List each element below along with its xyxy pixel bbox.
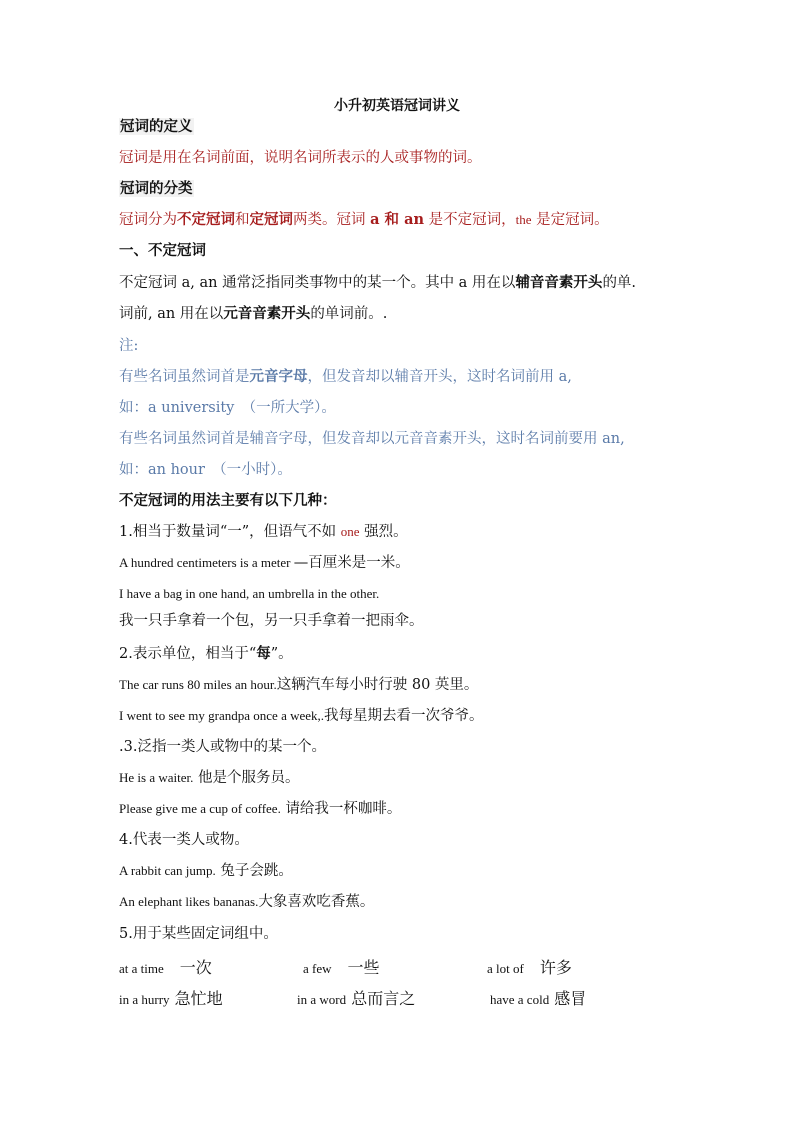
- usage-3-example-2: [119, 799, 401, 819]
- usage-1-example-2-zh: 我一只手拿着一个包，另一只手拿着一把雨伞。: [119, 613, 424, 629]
- one-term: one: [340, 524, 360, 539]
- text-span: 是定冠词。: [531, 212, 609, 228]
- indefinite-article-term: 不定冠词: [177, 211, 235, 228]
- text-span: 强烈。: [359, 524, 408, 540]
- phrase-en: in a word: [297, 992, 347, 1007]
- the-term: the: [515, 212, 532, 227]
- text-span: 冠词分为: [119, 212, 177, 228]
- section-heading-definition: [119, 117, 194, 137]
- text-span: 词前, an 用在以: [119, 306, 224, 322]
- indefinite-desc-line2: [119, 304, 387, 324]
- example-zh: 大象喜欢吃香蕉。: [258, 894, 375, 910]
- phrase-zh: 一次: [179, 958, 212, 977]
- phrase-en: at a time: [119, 961, 164, 976]
- note-line1: [119, 367, 572, 387]
- phrase-item: [297, 986, 415, 1009]
- usage-1-example-1: [119, 553, 410, 573]
- usage-3-example-1: [119, 768, 299, 788]
- indefinite-desc-line1: [119, 273, 636, 293]
- usage-heading: 不定冠词的用法主要有以下几种：: [119, 492, 337, 509]
- phrase-zh: 总而言之: [351, 989, 416, 1008]
- text-span: 2.表示单位，相当于“: [119, 646, 257, 662]
- usage-1-example-2-en: [119, 584, 379, 604]
- phrase-zh: 一些: [347, 958, 380, 977]
- phrase-zh: 急忙地: [174, 989, 223, 1008]
- vowel-sound-term: 元音音素开头: [223, 305, 311, 322]
- vowel-letter-term: 元音字母: [249, 368, 308, 385]
- text-span: 的单词前。.: [310, 306, 388, 322]
- example-zh: 他是个服务员。: [197, 770, 300, 786]
- note-line2: 如：a university （一所大学）。: [119, 400, 336, 416]
- example-en: He is a waiter.: [119, 770, 194, 785]
- usage-4-title: 4.代表一类人或物。: [119, 832, 249, 848]
- usage-2-example-1: [119, 675, 478, 695]
- example-en: The car runs 80 miles an hour.: [119, 677, 277, 692]
- usage-1-title: [119, 522, 408, 542]
- phrase-zh: 感冒: [554, 989, 587, 1008]
- example-en: A rabbit can jump.: [119, 863, 216, 878]
- usage-2-example-2: [119, 706, 484, 726]
- phrase-en: a few: [303, 961, 332, 976]
- example-en: A hundred centimeters is a meter: [119, 555, 294, 570]
- text-span: 的单.: [602, 275, 637, 291]
- phrase-item: [487, 955, 572, 978]
- example-zh: 这辆汽车每小时行驶 80 英里。: [276, 677, 479, 693]
- note-line3: 有些名词虽然词首是辅音字母，但发音却以元音音素开头，这时名词前要用 an,: [119, 431, 625, 447]
- example-zh: 请给我一杯咖啡。: [285, 801, 402, 817]
- phrase-en: a lot of: [487, 961, 524, 976]
- note-line4: 如：an hour （一小时）。: [119, 462, 292, 478]
- phrase-zh: 许多: [539, 958, 572, 977]
- phrase-en: have a cold: [490, 992, 550, 1007]
- definite-article-term: 定冠词: [249, 211, 293, 228]
- usage-3-title: .3.泛指一类人或物中的某一个。: [119, 739, 326, 755]
- classification-text: [119, 210, 609, 230]
- text-span: 是不定冠词，: [424, 212, 516, 228]
- example-en: An elephant likes bananas.: [119, 894, 259, 909]
- note-label: 注:: [119, 338, 139, 354]
- phrase-item: [119, 986, 223, 1009]
- phrase-en: in a hurry: [119, 992, 170, 1007]
- usage-4-example-1: [119, 861, 293, 881]
- example-zh: —百厘米是一米。: [293, 555, 410, 571]
- section-heading-classification: [119, 179, 194, 199]
- example-en: I went to see my grandpa once a week,.: [119, 708, 325, 723]
- page-title: 小升初英语冠词讲义: [334, 98, 460, 114]
- example-en: Please give me a cup of coffee.: [119, 801, 281, 816]
- text-span: 和: [235, 212, 250, 228]
- a-an-term: a 和 an: [370, 211, 425, 228]
- phrase-item: [303, 955, 380, 978]
- example-zh: 兔子会跳。: [220, 863, 293, 879]
- text-span: ”。: [270, 646, 293, 662]
- each-term: 每: [256, 645, 271, 662]
- text-span: ，但发音却以辅音开头，这时名词前用 a,: [307, 369, 572, 385]
- heading-text: 冠词的分类: [120, 180, 193, 197]
- phrase-item: [490, 986, 586, 1009]
- text-span: 两类。冠词: [293, 212, 371, 228]
- example-zh: 我每星期去看一次爷爷。: [324, 708, 484, 724]
- example-en: I have a bag in one hand, an umbrella in the other.: [119, 586, 380, 601]
- phrase-item: [119, 955, 212, 978]
- text-span: 1.相当于数量词“一”，但语气不如: [119, 524, 341, 540]
- section-heading-indefinite: 一、不定冠词: [119, 242, 206, 259]
- usage-2-title: [119, 644, 293, 664]
- definition-text: 冠词是用在名词前面，说明名词所表示的人或事物的词。: [119, 150, 482, 166]
- usage-5-title: 5.用于某些固定词组中。: [119, 926, 278, 942]
- heading-text: 冠词的定义: [120, 118, 193, 135]
- usage-4-example-2: [119, 892, 374, 912]
- text-span: 不定冠词 a, an 通常泛指同类事物中的某一个。其中 a 用在以: [119, 275, 516, 291]
- text-span: 有些名词虽然词首是: [119, 369, 250, 385]
- consonant-sound-term: 辅音音素开头: [515, 274, 603, 291]
